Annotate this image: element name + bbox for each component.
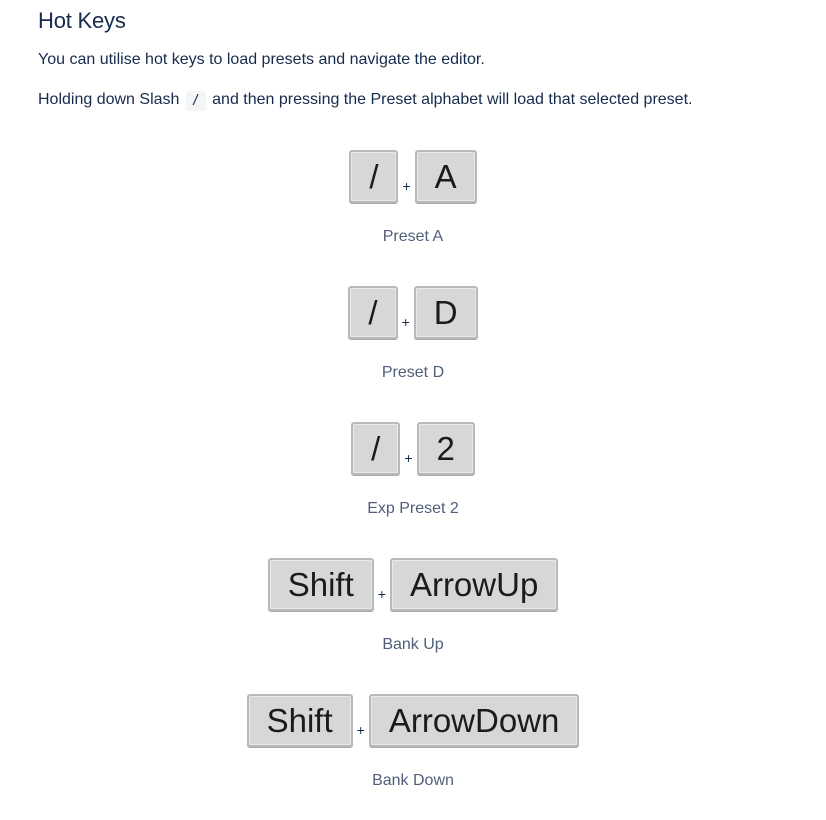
- combo-caption: Exp Preset 2: [367, 500, 459, 517]
- combo-caption: Bank Down: [372, 772, 454, 789]
- key-shift: Shift: [268, 558, 374, 611]
- key-a: A: [415, 150, 477, 203]
- combo-caption: Bank Up: [382, 636, 444, 653]
- key-arrow-down: ArrowDown: [369, 694, 580, 747]
- plus-sign: +: [401, 314, 410, 330]
- hotkey-combo-bank-down: [0, 694, 826, 791]
- instruction-text: [38, 90, 692, 111]
- key-group: [351, 422, 475, 475]
- hotkey-combo-preset-d: [0, 286, 826, 383]
- key-group: [268, 558, 559, 611]
- key-arrow-up: ArrowUp: [390, 558, 558, 611]
- key-shift: Shift: [247, 694, 353, 747]
- key-slash: /: [349, 150, 398, 203]
- slash-code: /: [186, 91, 206, 111]
- key-slash: /: [348, 286, 397, 339]
- plus-sign: +: [402, 178, 411, 194]
- key-group: [349, 150, 476, 203]
- instruction-before: Holding down Slash: [38, 91, 180, 108]
- intro-text: You can utilise hot keys to load presets and navigate the editor.: [38, 51, 485, 68]
- key-group: [247, 694, 580, 747]
- page-title: Hot Keys: [38, 8, 126, 33]
- hotkey-combo-preset-a: [0, 150, 826, 247]
- combo-caption: Preset D: [381, 364, 445, 381]
- key-2: 2: [417, 422, 475, 475]
- key-group: [348, 286, 477, 339]
- key-slash: /: [351, 422, 400, 475]
- plus-sign: +: [356, 722, 365, 738]
- plus-sign: +: [377, 586, 386, 602]
- key-d: D: [414, 286, 478, 339]
- instruction-after: and then pressing the Preset alphabet will load that selected preset.: [212, 91, 693, 108]
- hotkey-combo-exp-preset-2: [0, 422, 826, 519]
- plus-sign: +: [404, 450, 413, 466]
- hotkey-combo-bank-up: [0, 558, 826, 655]
- combo-caption: Preset A: [382, 228, 444, 245]
